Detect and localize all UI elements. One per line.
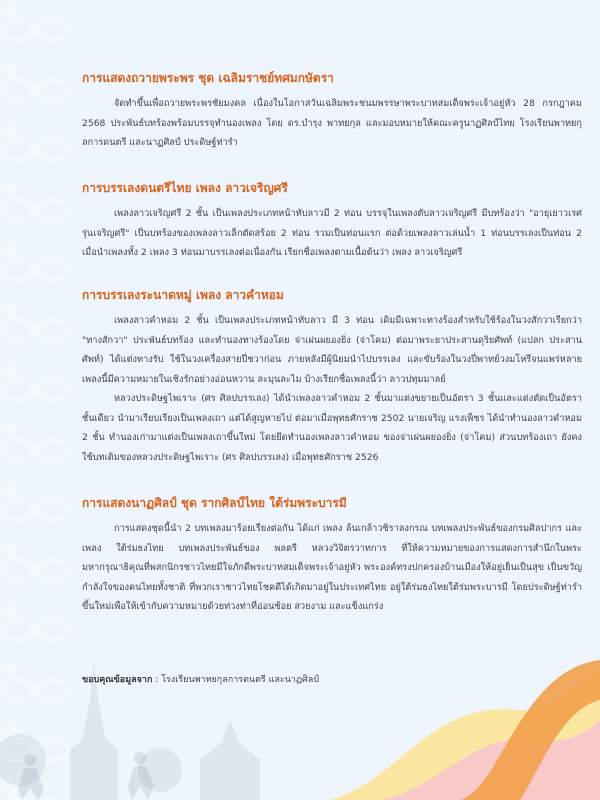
document-body <box>82 0 582 800</box>
section-lao-charoensri <box>82 180 582 263</box>
section-heading: การแสดงถวายพระพร ชุด เฉลิมราชย์ทศมกษัตรา <box>82 71 334 85</box>
section-thai-dance <box>82 495 582 617</box>
source-credit <box>82 672 319 686</box>
section-heading: การแสดงนาฏศิลป์ ชุด รากศิลป์ไทย ใต้ร่มพระบารมี <box>82 496 347 510</box>
section-heading: การบรรเลงระนาดหมู่ เพลง ลาวคำหอม <box>82 288 284 302</box>
section-paragraph: เพลงลาวเจริญศรี 2 ชั้น เป็นเพลงประเภทหน้าทับลาวมี 2 ท่อน บรรจุในเพลงตับลาวเจริญศรี มีบทร้องว่า "อายุเยาวเรศรุ่นเจริญศรี" เป็นบทร้องของเพลงลาวเล็กตัดสร้อย 2 ท่อน รวมเป็นท่อนแรก ต่อด้วยเพลงลาวเล่นน้ำ 1 ท่อนบรรเลงเป็นท่อน 2 เมื่อนำเพลงทั้ง 2 เพลง 3 ท่อนมาบรรเลงต่อเนื่องกัน เรียกชื่อเพลงตามเนื้อต้นว่า เพลง ลาวเจริญศรี <box>82 208 582 258</box>
section-paragraph: หลวงประดิษฐไพเราะ (ศร ศิลปบรรเลง) ได้นำเพลงลาวคำหอม 2 ชั้นมาแต่งขยายเป็นอัตรา 3 ชั้นและแต่งตัดเป็นอัตราชั้นเดียว นำมาเรียบเรียงเป็นเพลงเถา แต่ได้สูญหายไป ต่อมาเมื่อพุทธศักราช 2502 นายเจริญ แรงเพ็ชร ได้นำทำนองลาวคำหอม 2 ชั้น ทำนองเก่ามาแต่งเป็นเพลงเถาขึ้นใหม่ โดยยึดทำนองเพลงลาวคำหอม ของจ่าเผ่นผยองยิ่ง (จ่าโคม) ส่วนบทร้องเถา ยังคงใช้บทเดิมของหลวงประดิษฐไพเราะ (ศร ศิลปบรรเลง) เมื่อพุทธศักราช 2526 <box>82 393 582 463</box>
section-paragraph: การแสดงชุดนี้นำ 2 บทเพลงมาร้อยเรียงต่อกัน ได้แก่ เพลง ล้นเกล้าวชิราลงกรณ บทเพลงประพันธ์ของกรมศิลปากร และเพลง ใต้ร่มธงไทย บทเพลงประพันธ์ของ พลตรี หลวงวิจิตรวาทการ ที่ให้ความหมายของการแสดงการสำนึกในพระมหากรุณาธิคุณที่พสกนิกรชาวไทยมีใจภักดีพระบาทสมเด็จพระเจ้าอยู่หัว พระองค์ทรงปกครองบ้านเมืองให้อยู่เย็นเป็นสุข เป็นขวัญกำลังใจของคนไทยทั้งชาติ ที่พวกเราชาวไทยโชคดีได้เกิดมาอยู่ในประเทศไทย อยู่ใต้ร่มธงไทยใต้ร่มพระบารมี โดยประดิษฐ์ท่ารำขึ้นใหม่เพื่อให้เข้ากับความหมายด้วยท่วงท่าที่อ่อนช้อย สวยงาม และแข็งแกร่ง <box>82 523 582 612</box>
section-heading: การบรรเลงดนตรีไทย เพลง ลาวเจริญศรี <box>82 181 288 195</box>
section-paragraph: เพลงลาวคำหอม 2 ชั้น เป็นเพลงประเภทหน้าทับลาว มี 3 ท่อน เดิมมีเฉพาะทางร้องสำหรับใช้ร้องในวงสักวาเรียกว่า "ทางสักวา" ประพันธ์บทร้อง และทำนองทางร้องโดย จ่าเผ่นผยองยิ่ง (จ่าโคม) ต่อมาพระยาประสานดุริยศัพท์ (แปลก ประสานศัพท์) ได้แต่งทางรับ ใช้ในวงเครื่องสายปี่ชวาก่อน ภายหลังมีผู้นิยมนำไปบรรเลง และขับร้องในวงปี่พาทย์วงมโหรีจนแพร่หลาย เพลงนี้มีความหมายในเชิงรักอย่างอ่อนหวาน ละมุนละไม บ้างเรียกชื่อเพลงนี้ว่า ลาวปทุมมาลย์ <box>82 315 582 385</box>
credit-label: ขอบคุณข้อมูลจาก <box>82 675 153 685</box>
credit-text: : โรงเรียนพาทยกุลการดนตรี และนาฏศิลป์ <box>152 675 319 685</box>
section-paragraph: จัดทำขึ้นเพื่อถวายพระพรชัยมงคล เนื่องในโอกาสวันเฉลิมพระชนมพรรษาพระบาทสมเด็จพระเจ้าอยู่หัว 28 กรกฎาคม 2568 ประพันธ์บทร้องพร้อมบรรจุทำนองเพลง โดย ดร.บำรุง พาทยกุล และมอบหมายให้คณะครูนาฏศิลป์ไทย โรงเรียนพาทยกุลการดนตรี และนาฏศิลป์ ประดิษฐ์ท่ารำ <box>82 98 582 148</box>
section-lao-khamhom <box>82 287 582 467</box>
section-celebration-performance <box>82 70 582 153</box>
